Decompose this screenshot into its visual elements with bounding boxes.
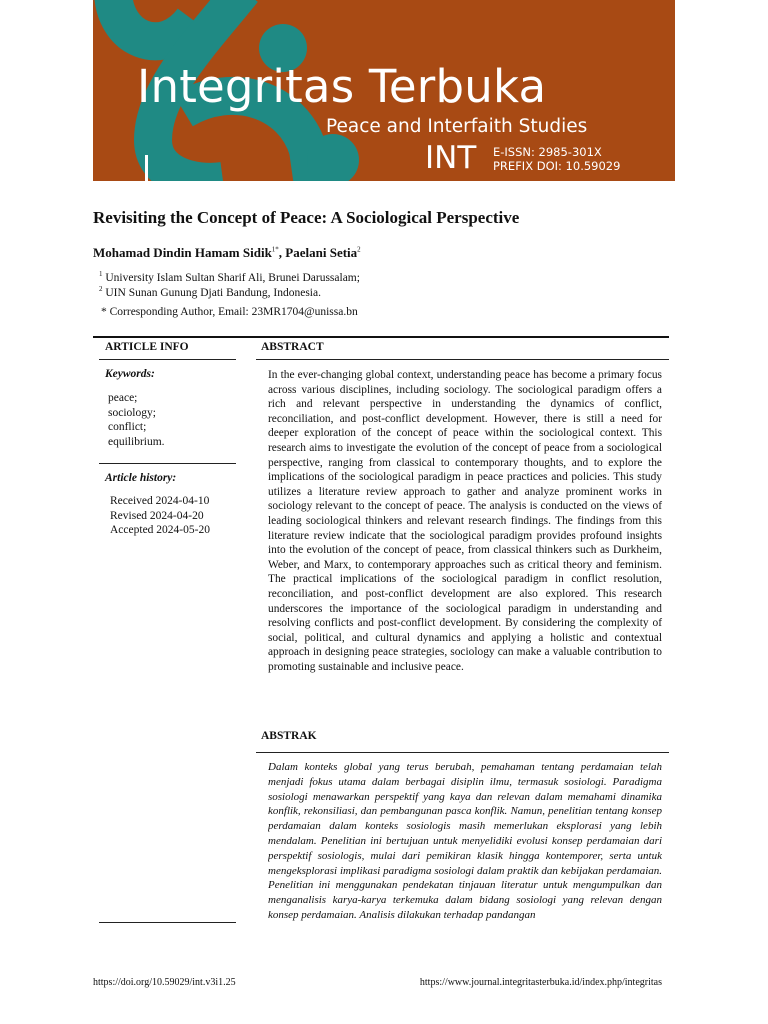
- abstract-rule: [256, 359, 669, 360]
- journal-banner: [93, 0, 675, 181]
- corresponding-author: * Corresponding Author, Email: 23MR1704@unissa.bn: [101, 306, 358, 318]
- doi-prefix-text: PREFIX DOI: 10.59029: [493, 159, 621, 173]
- history-item: Accepted 2024-05-20: [110, 524, 210, 537]
- abstract-text: In the ever-changing global context, understanding peace has become a primary focus across various disciplines, including sociology. The sociological paradigm offers a rich and relevant perspective in understanding the dynamics of conflict, reconciliation, and post-conflict development. However, there is still a need for deeper exploration of the concept of peace within the sociological context. This research aims to investigate the evolution of the concept of peace from a sociological perspective, ranging from classical to contemporary thoughts, and to explore the implications of the sociological paradigm in peace practices and policies. This study utilizes a literature review approach to gather and analyze prominent works in sociology relevant to the concept of peace. The analysis is conducted on the views of leading sociological thinkers and relevant research findings. The findings from this literature review indicate that the sociological paradigm provides profound insights into the evolution of the concept of peace, from classical thinkers such as Durkheim, Weber, and Marx, to contemporary approaches such as critical theory and feminism. The practical implications of the sociological paradigm in conflict resolution, reconciliation, and post-conflict development are also explored. This research underscores the importance of the sociological paradigm in understanding and resolving conflicts and post-conflict development. By considering the complexity of social, political, and cultural dynamics and applying a holistic and contextual approach in designing peace strategies, sociology can make a valuable contribution to promoting sustainable and inclusive peace.: [268, 369, 662, 673]
- author-superscript: 1*: [271, 245, 279, 254]
- affiliation-marker: 2: [99, 285, 103, 293]
- journal-title: Integritas Terbuka: [137, 60, 547, 113]
- abstrak-rule: [256, 752, 669, 753]
- affiliation-2: [99, 285, 321, 299]
- journal-issn-block: [493, 145, 620, 173]
- journal-subtitle: Peace and Interfaith Studies: [326, 116, 588, 137]
- journal-abbreviation: INT: [425, 140, 477, 176]
- history-item: Revised 2024-04-20: [110, 509, 204, 522]
- keyword-item: equilibrium.: [108, 435, 165, 448]
- keyword-item: sociology;: [108, 406, 156, 419]
- article-info-rule: [99, 359, 236, 360]
- article-info-heading: ARTICLE INFO: [105, 341, 189, 353]
- abstrak-text: Dalam konteks global yang terus berubah, pemahaman tentang perdamaian telah menjadi fokus utama dalam berbagai disiplin ilmu, termasuk sosiologi. Paradigma sosiologi menawarkan perspektif yang kaya dan relevan dalam memahami dinamika konflik, rekonsiliasi, dan pembangunan pasca konflik. Namun, penelitian tentang konsep perdamaian dalam konteks sosiologis masih memerlukan eksplorasi yang lebih mendalam. Penelitian ini bertujuan untuk menyelidiki evolusi konsep perdamaian dari perspektif sosiologis, mulai dari pemikiran klasik hingga kontemporer, serta untuk mengeksplorasi implikasi paradigma sosiologi dalam praktik dan kebijakan perdamaian. Penelitian ini menggunakan pendekatan tinjauan literatur untuk mengumpulkan dan menganalisis karya-karya terkemuka dalam bidang sosiologi yang relevan dengan konsep perdamaian. Analisis dilakukan terhadap pandangan: [268, 761, 662, 921]
- author-line: [93, 245, 361, 261]
- article-history-list: [110, 494, 210, 538]
- keywords-label: Keywords:: [105, 368, 155, 380]
- footer-journal-url[interactable]: https://www.journal.integritasterbuka.id/index.php/integritas: [419, 977, 662, 988]
- footer-doi-link[interactable]: https://doi.org/10.59029/int.v3i1.25: [93, 977, 236, 988]
- author-name: Paelani Setia: [285, 245, 358, 260]
- history-item: Received 2024-04-10: [110, 495, 210, 507]
- affiliation-text: UIN Sunan Gunung Djati Bandung, Indonesia.: [105, 286, 321, 299]
- article-info-bottom-rule: [99, 922, 236, 923]
- abstrak-heading: ABSTRAK: [261, 730, 317, 742]
- article-title: Revisiting the Concept of Peace: A Sociological Perspective: [93, 208, 520, 227]
- keyword-item: conflict;: [108, 421, 147, 434]
- abstract-heading: ABSTRACT: [261, 341, 324, 353]
- article-history-label: Article history:: [105, 472, 177, 484]
- author-name: Mohamad Dindin Hamam Sidik: [93, 245, 272, 260]
- top-rule: [93, 336, 669, 338]
- keywords-divider: [99, 463, 236, 464]
- keywords-list: [108, 391, 165, 449]
- affiliation-text: University Islam Sultan Sharif Ali, Brunei Darussalam;: [105, 271, 360, 284]
- affiliation-marker: 1: [99, 270, 103, 278]
- issn-text: E-ISSN: 2985-301X: [493, 145, 602, 159]
- author-separator: ,: [278, 245, 286, 260]
- author-superscript: 2: [357, 245, 361, 254]
- keyword-item: peace;: [108, 392, 138, 404]
- affiliation-1: [99, 270, 360, 284]
